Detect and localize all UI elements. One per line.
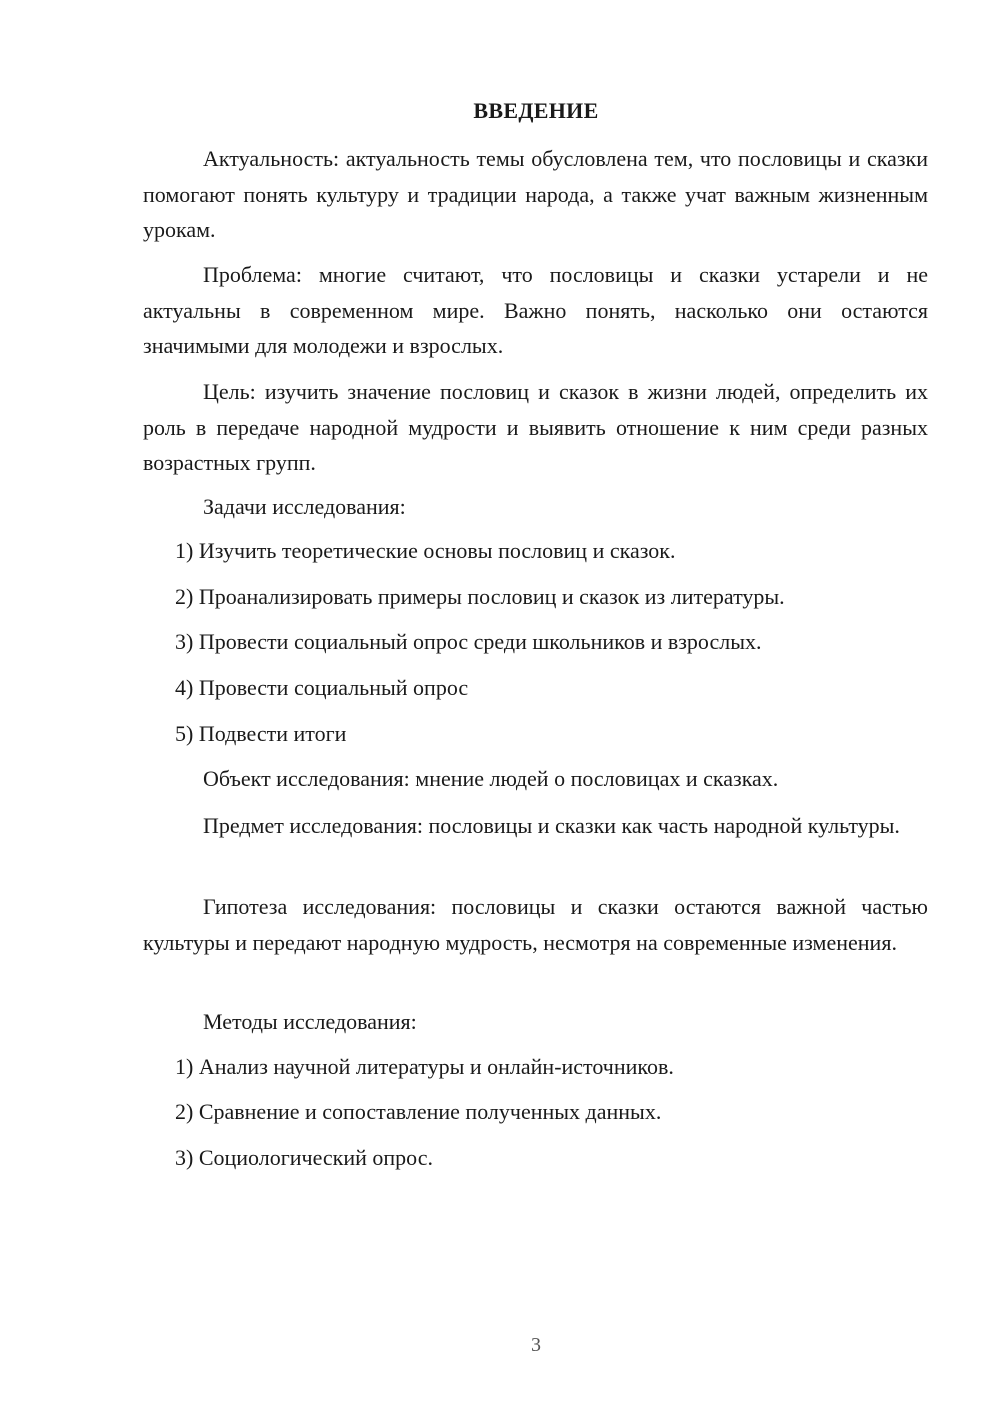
task-item: 2) Проанализировать примеры пословиц и сказок из литературы. [175,584,785,609]
paragraph-hypothesis: Гипотеза исследования: пословицы и сказки остаются важной частью культуры и передают народную мудрость, несмотря на современные изменения. [143,894,928,955]
paragraph-object: Объект исследования: мнение людей о пословицах и сказках. [203,766,779,791]
paragraph-subject: Предмет исследования: пословицы и сказки как часть народной культуры. [203,813,900,838]
task-item: 1) Изучить теоретические основы пословиц и сказок. [175,538,676,563]
method-item: 2) Сравнение и сопоставление полученных данных. [175,1099,662,1124]
tasks-heading: Задачи исследования: [203,494,406,519]
paragraph-relevance: Актуальность: актуальность темы обусловлена тем, что пословицы и сказки помогают понять культуру и традиции народа, а также учат важным жизненным урокам. [143,146,928,242]
methods-heading: Методы исследования: [203,1009,417,1034]
paragraph-goal: Цель: изучить значение пословиц и сказок в жизни людей, определить их роль в передаче народной мудрости и выявить отношение к ним среди разных возрастных групп. [143,379,928,475]
task-item: 3) Провести социальный опрос среди школьников и взрослых. [175,629,762,654]
task-item: 5) Подвести итоги [175,721,347,746]
page-title: ВВЕДЕНИЕ [473,98,599,123]
paragraph-problem: Проблема: многие считают, что пословицы и сказки устарели и не актуальны в современном мире. Важно понять, насколько они остаются значимыми для молодежи и взрослых. [143,262,928,358]
method-item: 3) Социологический опрос. [175,1145,433,1170]
task-item: 4) Провести социальный опрос [175,675,469,700]
page-number: 3 [531,1334,541,1356]
method-item: 1) Анализ научной литературы и онлайн-источников. [175,1054,674,1079]
